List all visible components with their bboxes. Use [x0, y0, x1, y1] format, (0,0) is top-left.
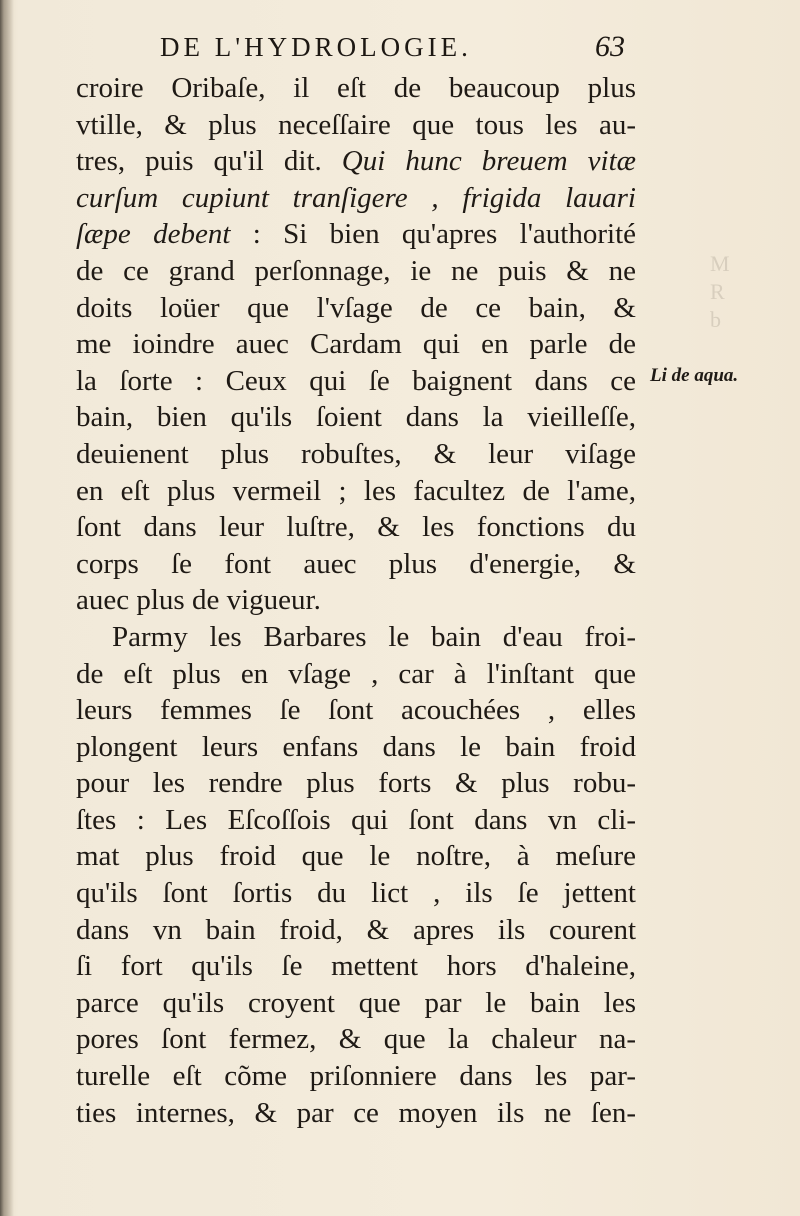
- text-line: [76, 1021, 636, 1058]
- text-line: [76, 765, 636, 802]
- text-segment: bain, bien qu'ils ſoient dans la vieilleſſe,: [76, 401, 636, 434]
- text-segment: vtille, & plus neceſſaire que tous les au-: [76, 108, 636, 141]
- text-segment: ſi fort qu'ils ſe mettent hors d'haleine,: [76, 950, 636, 983]
- text-segment: ſtes : Les Eſcoſſois qui ſont dans vn cli-: [76, 803, 636, 836]
- text-segment: ſont dans leur luſtre, & les fonctions du: [76, 511, 636, 544]
- text-segment: me ioindre auec Cardam qui en parle de: [76, 328, 636, 361]
- text-line: [76, 912, 636, 949]
- show-through-text: M R b: [710, 251, 730, 332]
- text-line: [76, 546, 636, 583]
- margin-note: Li de aqua.: [650, 365, 739, 386]
- text-line: [76, 473, 636, 510]
- text-line: [76, 399, 636, 436]
- text-segment: la ſorte : Ceux qui ſe baignent dans ce: [76, 364, 636, 397]
- text-line: [76, 1058, 636, 1095]
- text-segment: qu'ils ſont ſortis du lict , ils ſe jettent: [76, 877, 636, 910]
- text-segment: tres, puis qu'il dit.: [76, 145, 342, 178]
- text-line: [76, 692, 636, 729]
- text-line: [76, 1095, 636, 1132]
- text-line: [76, 509, 636, 546]
- text-line: [76, 619, 636, 656]
- text-segment: ties internes, & par ce moyen ils ne ſen-: [76, 1096, 636, 1129]
- text-line: [76, 180, 636, 217]
- text-line: [76, 363, 636, 400]
- text-line: [76, 875, 636, 912]
- text-line: [76, 436, 636, 473]
- text-line: [76, 802, 636, 839]
- text-line: [76, 948, 636, 985]
- page-header: [160, 32, 660, 68]
- text-segment: dans vn bain froid, & apres ils courent: [76, 913, 636, 946]
- text-segment: turelle eſt cõme priſonniere dans les par-: [76, 1060, 636, 1093]
- running-head: DE L'HYDROLOGIE.: [160, 32, 472, 62]
- text-line: [76, 107, 636, 144]
- body-text: [76, 70, 636, 1131]
- binding-shadow: [0, 0, 14, 1216]
- page-number: 63: [595, 30, 625, 63]
- text-segment: plongent leurs enfans dans le bain froid: [76, 730, 636, 763]
- text-segment: Parmy les Barbares le bain d'eau froi-: [112, 620, 636, 653]
- text-segment: corps ſe font auec plus d'energie, &: [76, 547, 636, 580]
- text-line: [76, 70, 636, 107]
- text-line: [76, 582, 636, 619]
- text-segment: en eſt plus vermeil ; les facultez de l'ame,: [76, 474, 636, 507]
- text-segment: deuienent plus robuſtes, & leur viſage: [76, 437, 636, 470]
- text-segment: de eſt plus en vſage , car à l'inſtant que: [76, 657, 636, 690]
- text-line: [76, 326, 636, 363]
- text-segment: pores ſont fermez, & que la chaleur na-: [76, 1023, 636, 1056]
- italic-quote: curſum cupiunt tranſigere , frigida lauari: [76, 181, 636, 214]
- text-line: [76, 216, 636, 253]
- text-line: [76, 656, 636, 693]
- italic-quote: Qui hunc breuem vitæ: [341, 145, 636, 178]
- text-segment: de ce grand perſonnage, ie ne puis & ne: [76, 254, 636, 287]
- text-segment: croire Oribaſe, il eſt de beaucoup plus: [76, 72, 636, 104]
- text-line: [76, 985, 636, 1022]
- text-segment: : Si bien qu'apres l'authorité: [230, 218, 636, 251]
- text-segment: doits loüer que l'vſage de ce bain, &: [76, 291, 636, 324]
- text-line: [76, 253, 636, 290]
- text-line: [76, 729, 636, 766]
- text-segment: mat plus froid que le noſtre, à meſure: [76, 840, 636, 873]
- text-segment: leurs femmes ſe ſont acouchées , elles: [76, 694, 636, 727]
- text-line: [76, 838, 636, 875]
- text-segment: pour les rendre plus forts & plus robu-: [76, 767, 636, 800]
- text-segment: auec plus de vigueur.: [76, 584, 321, 617]
- text-segment: parce qu'ils croyent que par le bain les: [76, 986, 636, 1019]
- text-line: [76, 290, 636, 327]
- italic-quote: ſæpe debent: [76, 218, 231, 251]
- text-line: [76, 143, 636, 180]
